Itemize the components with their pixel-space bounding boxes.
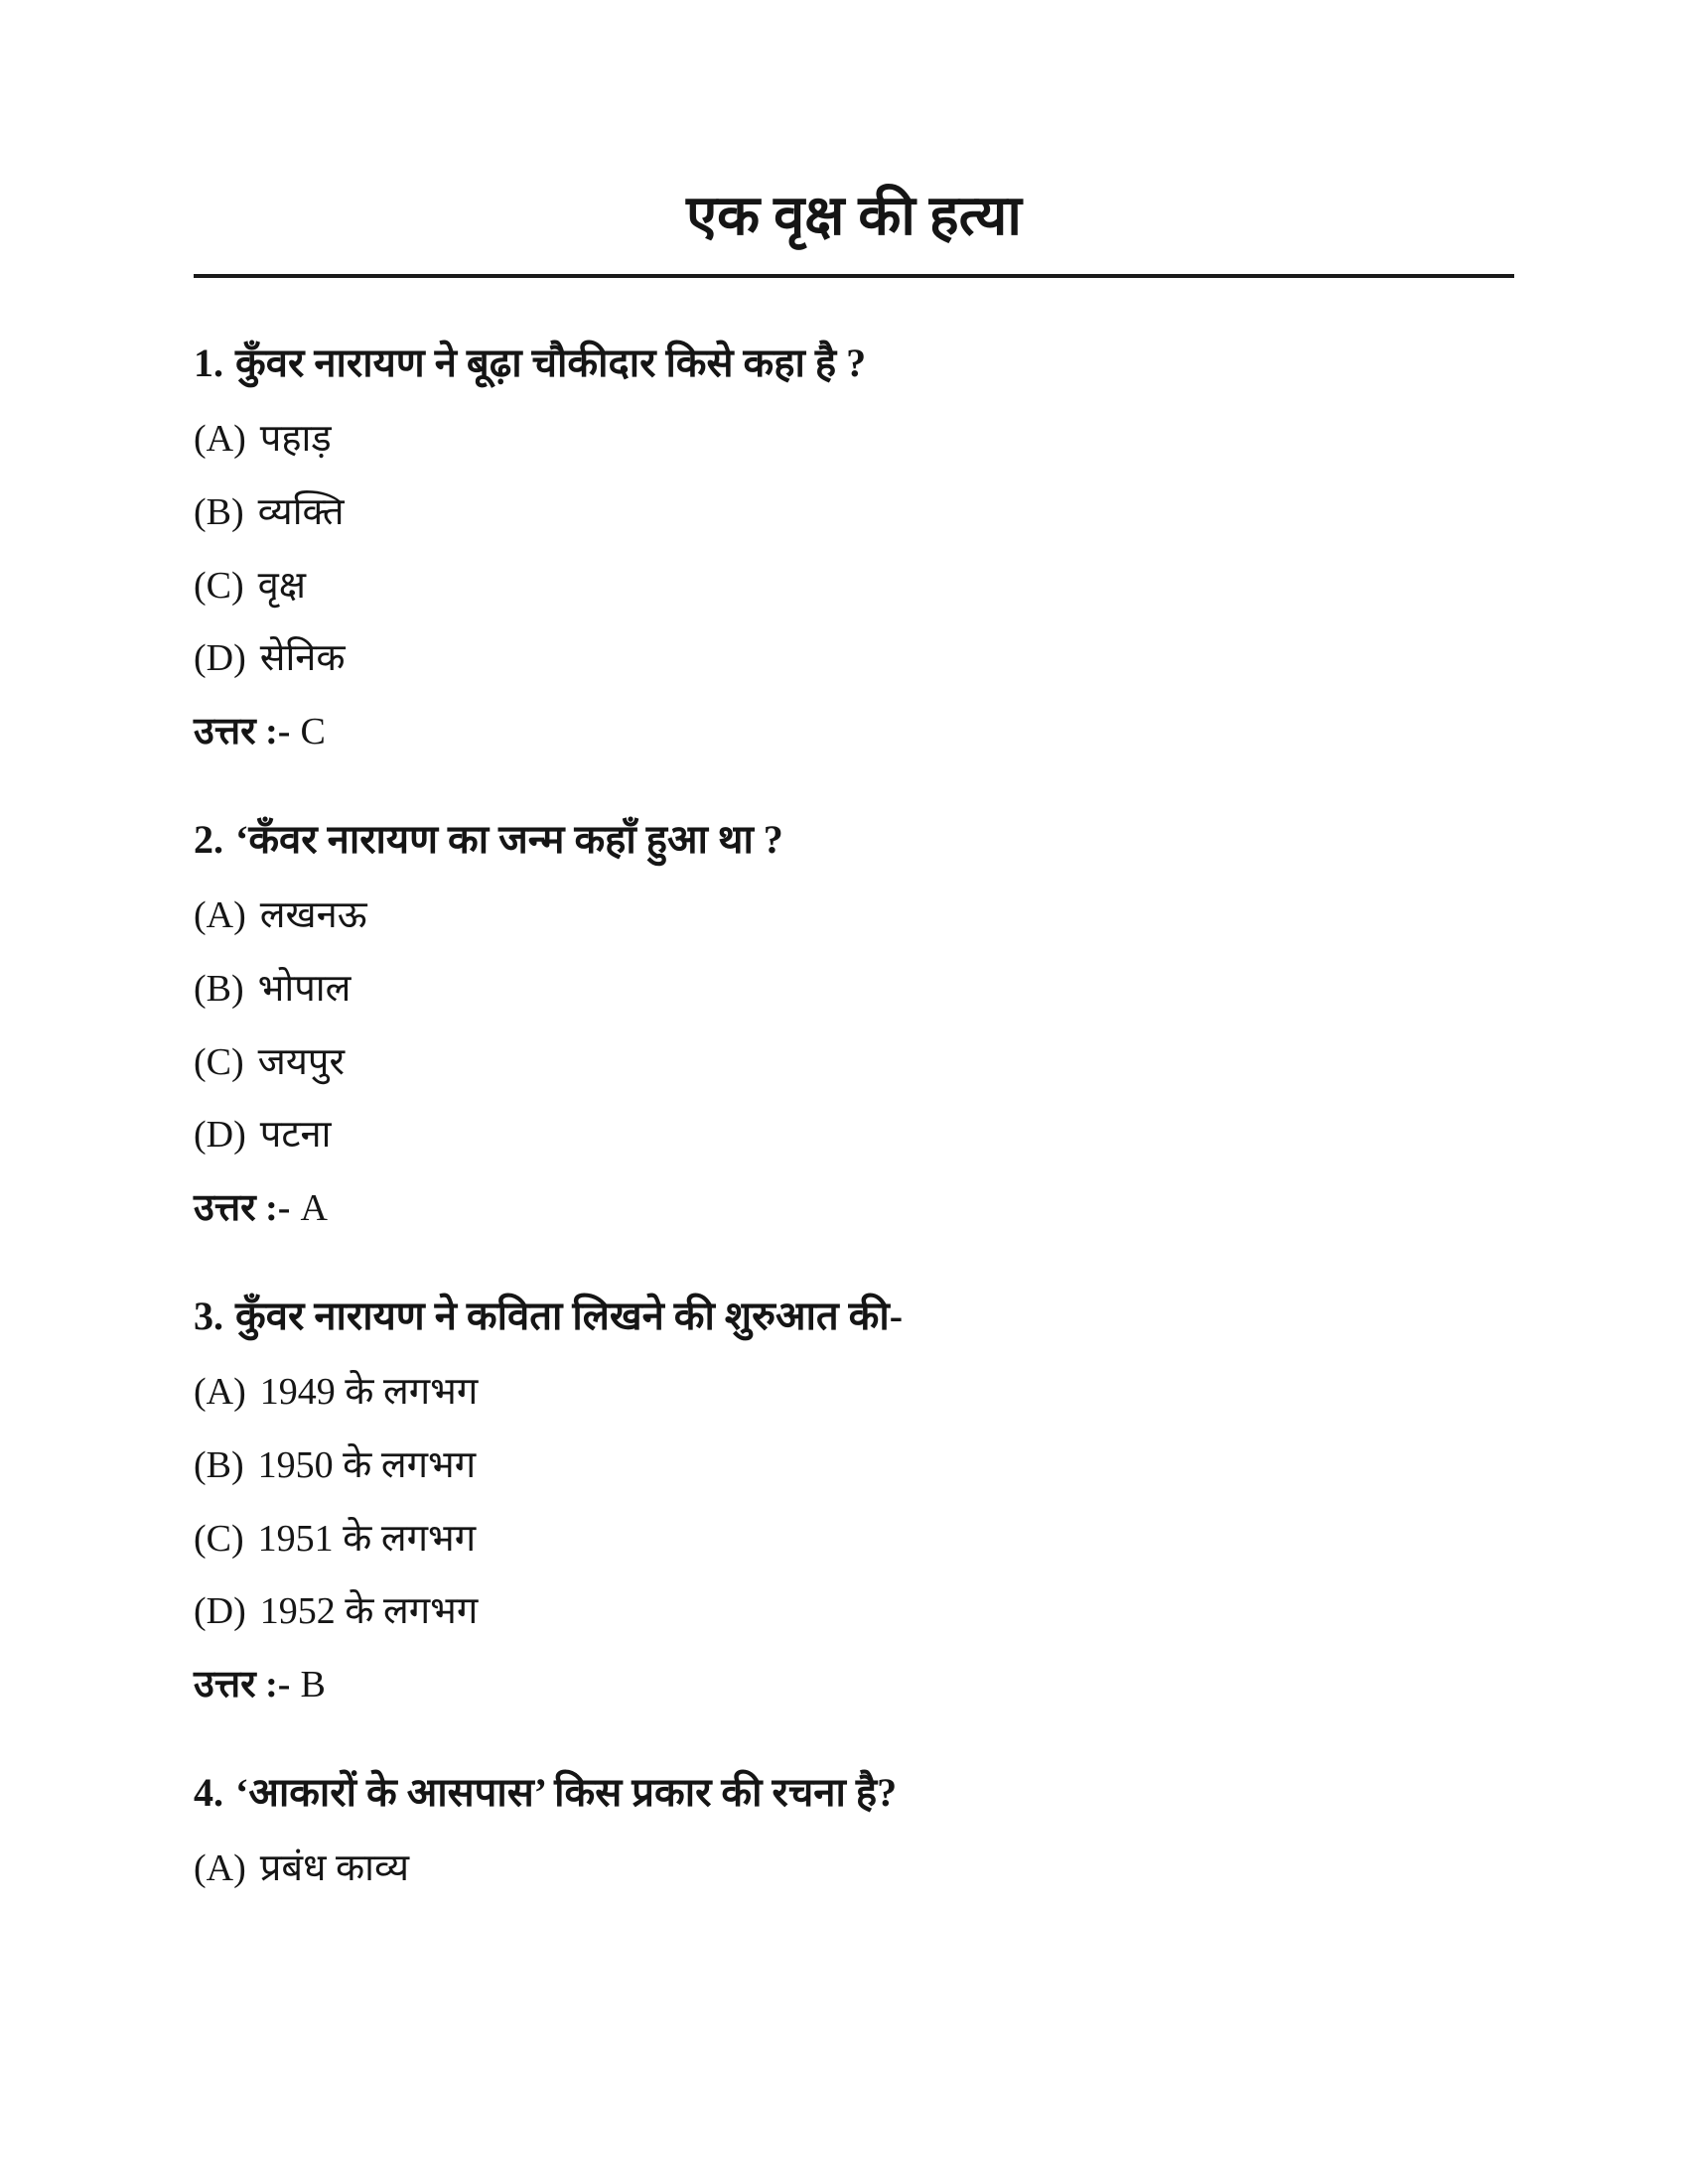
- answer-label: उत्तर :-: [194, 1186, 291, 1229]
- option-label: (C): [194, 564, 244, 607]
- option-text: व्यक्ति: [257, 490, 345, 533]
- option-text: पटना: [259, 1114, 332, 1157]
- question-text: कुँवर नारायण ने कविता लिखने की शुरुआत की-: [235, 1294, 904, 1339]
- option-text: 1950 के लगभग: [257, 1443, 477, 1486]
- option-text: 1949 के लगभग: [259, 1371, 479, 1414]
- option-row: [194, 1113, 1514, 1159]
- answer-value: A: [300, 1186, 328, 1229]
- option-label: (C): [194, 1517, 244, 1560]
- option-row: [194, 490, 1514, 536]
- answer-row: [194, 1663, 1514, 1708]
- option-row: [194, 636, 1514, 682]
- option-row: [194, 893, 1514, 939]
- option-label: (A): [194, 418, 246, 461]
- option-row: [194, 1517, 1514, 1563]
- question-3: [194, 1293, 1514, 1707]
- question-1: [194, 340, 1514, 754]
- page-title: एक वृक्ष की हत्या: [686, 186, 1022, 247]
- option-text: 1952 के लगभग: [259, 1590, 479, 1633]
- option-label: (C): [194, 1040, 244, 1083]
- option-row: [194, 1443, 1514, 1489]
- answer-row: [194, 710, 1514, 755]
- option-label: (D): [194, 1114, 246, 1157]
- option-row: [194, 1846, 1514, 1892]
- question-number: 1.: [194, 341, 223, 386]
- answer-label: उत्तर :-: [194, 710, 291, 752]
- option-text: प्रबंध काव्य: [259, 1847, 410, 1890]
- question-heading: [194, 340, 1514, 387]
- question-text: ‘आकारों के आसपास’ किस प्रकार की रचना है?: [235, 1770, 898, 1816]
- option-row: [194, 1370, 1514, 1416]
- option-text: लखनऊ: [259, 894, 367, 937]
- question-number: 2.: [194, 817, 223, 863]
- question-text: ‘कँवर नारायण का जन्म कहाँ हुआ था ?: [235, 817, 783, 863]
- option-row: [194, 1040, 1514, 1086]
- question-heading: [194, 1769, 1514, 1817]
- question-4: [194, 1769, 1514, 1892]
- option-label: (A): [194, 1847, 246, 1890]
- question-text: कुँवर नारायण ने बूढ़ा चौकीदार किसे कहा है ?: [235, 341, 867, 386]
- question-heading: [194, 816, 1514, 864]
- answer-value: B: [300, 1663, 326, 1706]
- option-label: (A): [194, 894, 246, 937]
- option-label: (B): [194, 490, 244, 533]
- answer-label: उत्तर :-: [194, 1663, 291, 1706]
- option-text: 1951 के लगभग: [257, 1517, 477, 1560]
- option-row: [194, 1589, 1514, 1635]
- option-text: जयपुर: [257, 1040, 346, 1083]
- option-row: [194, 564, 1514, 610]
- option-label: (A): [194, 1371, 246, 1414]
- question-number: 4.: [194, 1770, 223, 1816]
- option-row: [194, 417, 1514, 463]
- option-text: वृक्ष: [257, 564, 307, 607]
- answer-row: [194, 1186, 1514, 1232]
- option-row: [194, 967, 1514, 1013]
- option-text: भोपाल: [257, 967, 352, 1010]
- question-2: [194, 816, 1514, 1231]
- question-number: 3.: [194, 1294, 223, 1339]
- option-label: (B): [194, 967, 244, 1010]
- question-heading: [194, 1293, 1514, 1340]
- title-divider: [194, 274, 1514, 278]
- option-label: (B): [194, 1443, 244, 1486]
- option-label: (D): [194, 1590, 246, 1633]
- option-text: सेनिक: [259, 637, 346, 680]
- answer-value: C: [300, 710, 326, 752]
- option-label: (D): [194, 637, 246, 680]
- option-text: पहाड़: [259, 418, 332, 461]
